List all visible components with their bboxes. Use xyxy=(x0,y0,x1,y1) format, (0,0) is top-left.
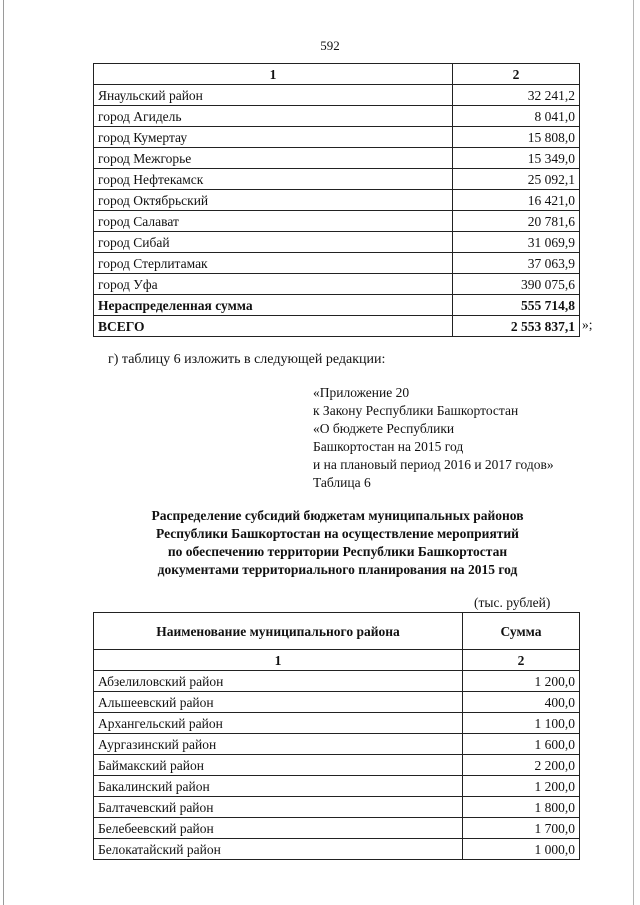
amount: 1 800,0 xyxy=(463,797,580,818)
scan-edge-left xyxy=(3,0,4,905)
table-row xyxy=(94,839,580,860)
district-name: город Октябрьский xyxy=(94,190,453,211)
table-header-row xyxy=(94,613,580,650)
title-line: по обеспечению территории Республики Башкортостан xyxy=(167,544,508,559)
subsidy-table xyxy=(93,612,580,860)
amount: 400,0 xyxy=(463,692,580,713)
table-row xyxy=(94,797,580,818)
table-row xyxy=(94,232,580,253)
annex-reference xyxy=(313,384,554,492)
district-name: Белокатайский район xyxy=(94,839,463,860)
closing-quote: »; xyxy=(582,317,593,332)
amount: 32 241,2 xyxy=(453,85,580,106)
district-name: Архангельский район xyxy=(94,713,463,734)
district-name: город Агидель xyxy=(94,106,453,127)
table-row xyxy=(94,148,580,169)
table-title xyxy=(95,507,580,579)
amount: 1 200,0 xyxy=(463,776,580,797)
amount: 16 421,0 xyxy=(453,190,580,211)
district-name: Балтачевский район xyxy=(94,797,463,818)
amount: 1 600,0 xyxy=(463,734,580,755)
page-number: 592 xyxy=(320,38,340,53)
amount: 2 200,0 xyxy=(463,755,580,776)
amount: 37 063,9 xyxy=(453,253,580,274)
amount: 390 075,6 xyxy=(453,274,580,295)
undistributed-label: Нераспределенная сумма xyxy=(94,295,453,316)
amount: 8 041,0 xyxy=(453,106,580,127)
annex-line: Таблица 6 xyxy=(313,475,371,490)
annex-line: Башкортостан на 2015 год xyxy=(313,439,464,454)
table-row xyxy=(94,253,580,274)
annex-line: и на плановый период 2016 и 2017 годов» xyxy=(313,457,554,472)
column-number-2: 2 xyxy=(463,650,580,671)
column-number-1: 1 xyxy=(94,650,463,671)
scan-edge-right xyxy=(633,0,634,905)
amount: 1 200,0 xyxy=(463,671,580,692)
table-row xyxy=(94,692,580,713)
amendment-instruction: г) таблицу 6 изложить в следующей редакции: xyxy=(108,352,386,367)
amount: 20 781,6 xyxy=(453,211,580,232)
table-header-row xyxy=(94,64,580,85)
total-label: ВСЕГО xyxy=(94,316,453,337)
title-line: Республики Башкортостан на осуществление мероприятий xyxy=(156,526,519,541)
district-name: город Стерлитамак xyxy=(94,253,453,274)
annex-line: «Приложение 20 xyxy=(313,385,410,400)
column-header-district: Наименование муниципального района xyxy=(94,613,463,650)
table-row xyxy=(94,776,580,797)
amount: 15 349,0 xyxy=(453,148,580,169)
table-row xyxy=(94,755,580,776)
column-numbers-row xyxy=(94,650,580,671)
undistributed-amount: 555 714,8 xyxy=(453,295,580,316)
district-name: город Уфа xyxy=(94,274,453,295)
table-row xyxy=(94,190,580,211)
column-header-amount: Сумма xyxy=(463,613,580,650)
amount: 15 808,0 xyxy=(453,127,580,148)
annex-line: «О бюджете Республики xyxy=(313,421,455,436)
amount: 31 069,9 xyxy=(453,232,580,253)
district-name: Баймакский район xyxy=(94,755,463,776)
district-name: Альшеевский район xyxy=(94,692,463,713)
table-row xyxy=(94,85,580,106)
district-name: город Нефтекамск xyxy=(94,169,453,190)
district-name: Абзелиловский район xyxy=(94,671,463,692)
table-row xyxy=(94,671,580,692)
column-number-1: 1 xyxy=(94,64,453,85)
district-name: город Салават xyxy=(94,211,453,232)
total-amount: 2 553 837,1 xyxy=(453,316,580,337)
district-name: город Кумертау xyxy=(94,127,453,148)
amount: 1 000,0 xyxy=(463,839,580,860)
table-row xyxy=(94,734,580,755)
amount: 1 700,0 xyxy=(463,818,580,839)
table-row xyxy=(94,713,580,734)
amount: 25 092,1 xyxy=(453,169,580,190)
amount: 1 100,0 xyxy=(463,713,580,734)
district-name: город Сибай xyxy=(94,232,453,253)
table-row xyxy=(94,106,580,127)
table-row xyxy=(94,169,580,190)
district-name: Белебеевский район xyxy=(94,818,463,839)
district-name: Бакалинский район xyxy=(94,776,463,797)
table-row xyxy=(94,818,580,839)
district-name: Янаульский район xyxy=(94,85,453,106)
title-line: Распределение субсидий бюджетам муниципальных районов xyxy=(151,508,524,523)
total-row xyxy=(94,316,580,337)
annex-line: к Закону Республики Башкортостан xyxy=(313,403,519,418)
column-number-2: 2 xyxy=(453,64,580,85)
table-row xyxy=(94,127,580,148)
title-line: документами территориального планирования на 2015 год xyxy=(157,562,518,577)
table-continued xyxy=(93,63,580,337)
unit-label: (тыс. рублей) xyxy=(474,595,551,610)
district-name: город Межгорье xyxy=(94,148,453,169)
table-row xyxy=(94,211,580,232)
table-row xyxy=(94,274,580,295)
undistributed-row xyxy=(94,295,580,316)
district-name: Аургазинский район xyxy=(94,734,463,755)
